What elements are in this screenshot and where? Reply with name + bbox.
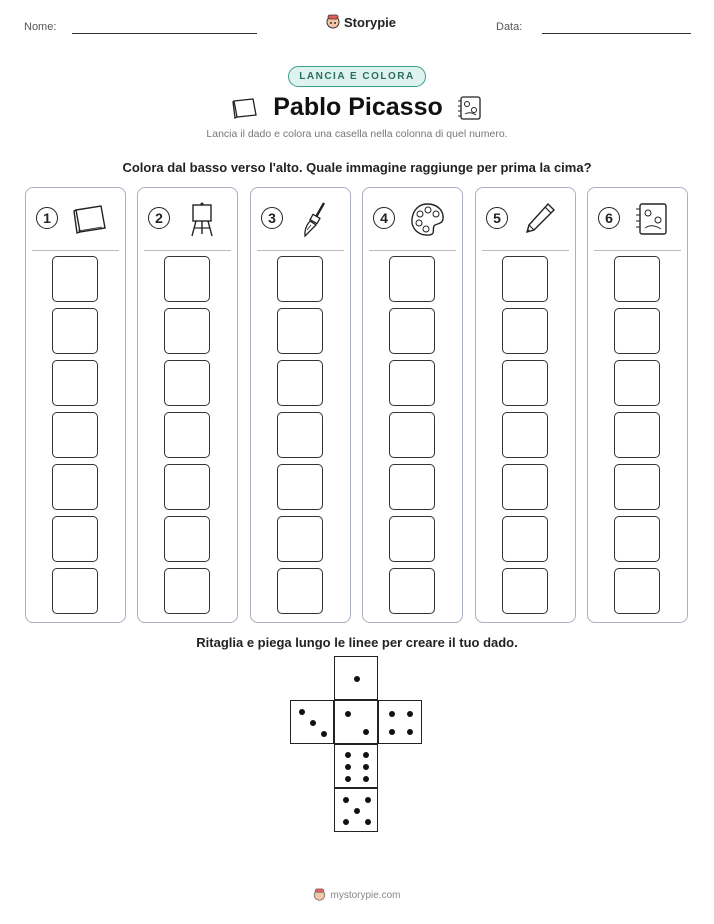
easel-icon xyxy=(183,200,221,238)
column-divider xyxy=(369,250,456,251)
dice-pip xyxy=(345,776,351,782)
dice-pip xyxy=(407,729,413,735)
dice-pip xyxy=(345,764,351,770)
dice-face-3 xyxy=(290,700,334,744)
column-number: 2 xyxy=(148,207,170,229)
dice-pip xyxy=(363,729,369,735)
color-box[interactable] xyxy=(502,412,548,458)
color-box[interactable] xyxy=(614,256,660,302)
color-box[interactable] xyxy=(614,360,660,406)
dice-face-1 xyxy=(334,656,378,700)
brand-name: Storypie xyxy=(344,14,397,30)
dice-face-5 xyxy=(334,788,378,832)
date-line[interactable] xyxy=(542,33,691,34)
color-box[interactable] xyxy=(277,464,323,510)
dice-pip xyxy=(407,711,413,717)
storypie-footer-icon xyxy=(313,888,326,902)
color-box[interactable] xyxy=(389,256,435,302)
dice-pip xyxy=(345,711,351,717)
dice-pip xyxy=(363,752,369,758)
dice-face-4 xyxy=(378,700,422,744)
color-box[interactable] xyxy=(277,412,323,458)
color-box[interactable] xyxy=(164,464,210,510)
name-label: Nome: xyxy=(24,21,57,33)
color-box[interactable] xyxy=(389,516,435,562)
name-line[interactable] xyxy=(72,33,257,34)
color-box[interactable] xyxy=(389,308,435,354)
color-box[interactable] xyxy=(52,360,98,406)
dice-pip xyxy=(345,752,351,758)
color-box[interactable] xyxy=(52,464,98,510)
notebook-icon xyxy=(633,200,671,238)
color-box[interactable] xyxy=(52,412,98,458)
activity-badge: LANCIA E COLORA xyxy=(288,66,425,87)
column-divider xyxy=(32,250,119,251)
dice-instruction: Ritaglia e piega lungo le linee per creare il tuo dado. xyxy=(196,635,518,650)
dice-face-6 xyxy=(334,744,378,788)
dice-pip xyxy=(363,764,369,770)
dice-pip xyxy=(363,776,369,782)
color-box[interactable] xyxy=(164,256,210,302)
column-5 xyxy=(475,187,576,623)
color-box[interactable] xyxy=(164,308,210,354)
dice-pip xyxy=(389,729,395,735)
color-box[interactable] xyxy=(502,568,548,614)
color-box[interactable] xyxy=(52,516,98,562)
dice-pip xyxy=(321,731,327,737)
sketchbook-icon xyxy=(231,96,259,120)
color-box[interactable] xyxy=(502,360,548,406)
storypie-logo-icon xyxy=(326,14,340,30)
column-divider xyxy=(594,250,681,251)
color-box[interactable] xyxy=(164,516,210,562)
color-box[interactable] xyxy=(389,360,435,406)
pencil-icon xyxy=(521,200,559,238)
color-box[interactable] xyxy=(614,412,660,458)
color-box[interactable] xyxy=(164,360,210,406)
dice-pip xyxy=(310,720,316,726)
color-box[interactable] xyxy=(389,568,435,614)
column-2 xyxy=(137,187,238,623)
color-box[interactable] xyxy=(614,464,660,510)
color-box[interactable] xyxy=(164,412,210,458)
color-box[interactable] xyxy=(614,308,660,354)
column-number: 6 xyxy=(598,207,620,229)
column-number: 1 xyxy=(36,207,58,229)
dice-pip xyxy=(299,709,305,715)
column-divider xyxy=(482,250,569,251)
brand-logo xyxy=(326,14,396,30)
dice-pip xyxy=(365,797,371,803)
color-box[interactable] xyxy=(277,516,323,562)
color-box[interactable] xyxy=(614,516,660,562)
footer xyxy=(313,888,400,902)
color-box[interactable] xyxy=(277,360,323,406)
column-4 xyxy=(362,187,463,623)
column-3 xyxy=(250,187,351,623)
color-box[interactable] xyxy=(52,308,98,354)
color-box[interactable] xyxy=(389,464,435,510)
palette-icon xyxy=(408,200,446,238)
dice-pip xyxy=(354,808,360,814)
dice-pip xyxy=(343,797,349,803)
dice-pip xyxy=(354,676,360,682)
color-box[interactable] xyxy=(614,568,660,614)
color-box[interactable] xyxy=(389,412,435,458)
column-divider xyxy=(257,250,344,251)
dice-pip xyxy=(365,819,371,825)
color-box[interactable] xyxy=(502,516,548,562)
title-row xyxy=(0,93,714,122)
color-box[interactable] xyxy=(502,256,548,302)
column-number: 3 xyxy=(261,207,283,229)
color-box[interactable] xyxy=(52,568,98,614)
paintbrush-icon xyxy=(296,200,334,238)
game-instruction: Colora dal basso verso l'alto. Quale immagine raggiunge per prima la cima? xyxy=(122,160,592,175)
column-6 xyxy=(587,187,688,623)
footer-url[interactable]: mystorypie.com xyxy=(330,889,401,901)
dice-net xyxy=(290,656,424,836)
column-divider xyxy=(144,250,231,251)
color-box[interactable] xyxy=(164,568,210,614)
notebook-icon xyxy=(457,94,483,122)
dice-pip xyxy=(389,711,395,717)
column-1 xyxy=(25,187,126,623)
dice-pip xyxy=(343,819,349,825)
date-label: Data: xyxy=(496,21,523,33)
page-subtitle: Lancia il dado e colora una casella nella colonna di quel numero. xyxy=(206,128,508,140)
color-box[interactable] xyxy=(277,308,323,354)
dice-face-2 xyxy=(334,700,378,744)
color-box[interactable] xyxy=(502,464,548,510)
column-number: 5 xyxy=(486,207,508,229)
color-box[interactable] xyxy=(52,256,98,302)
color-box[interactable] xyxy=(277,256,323,302)
color-box[interactable] xyxy=(502,308,548,354)
sketchbook-icon xyxy=(71,200,109,238)
column-number: 4 xyxy=(373,207,395,229)
page-title: Pablo Picasso xyxy=(273,93,443,121)
color-box[interactable] xyxy=(277,568,323,614)
